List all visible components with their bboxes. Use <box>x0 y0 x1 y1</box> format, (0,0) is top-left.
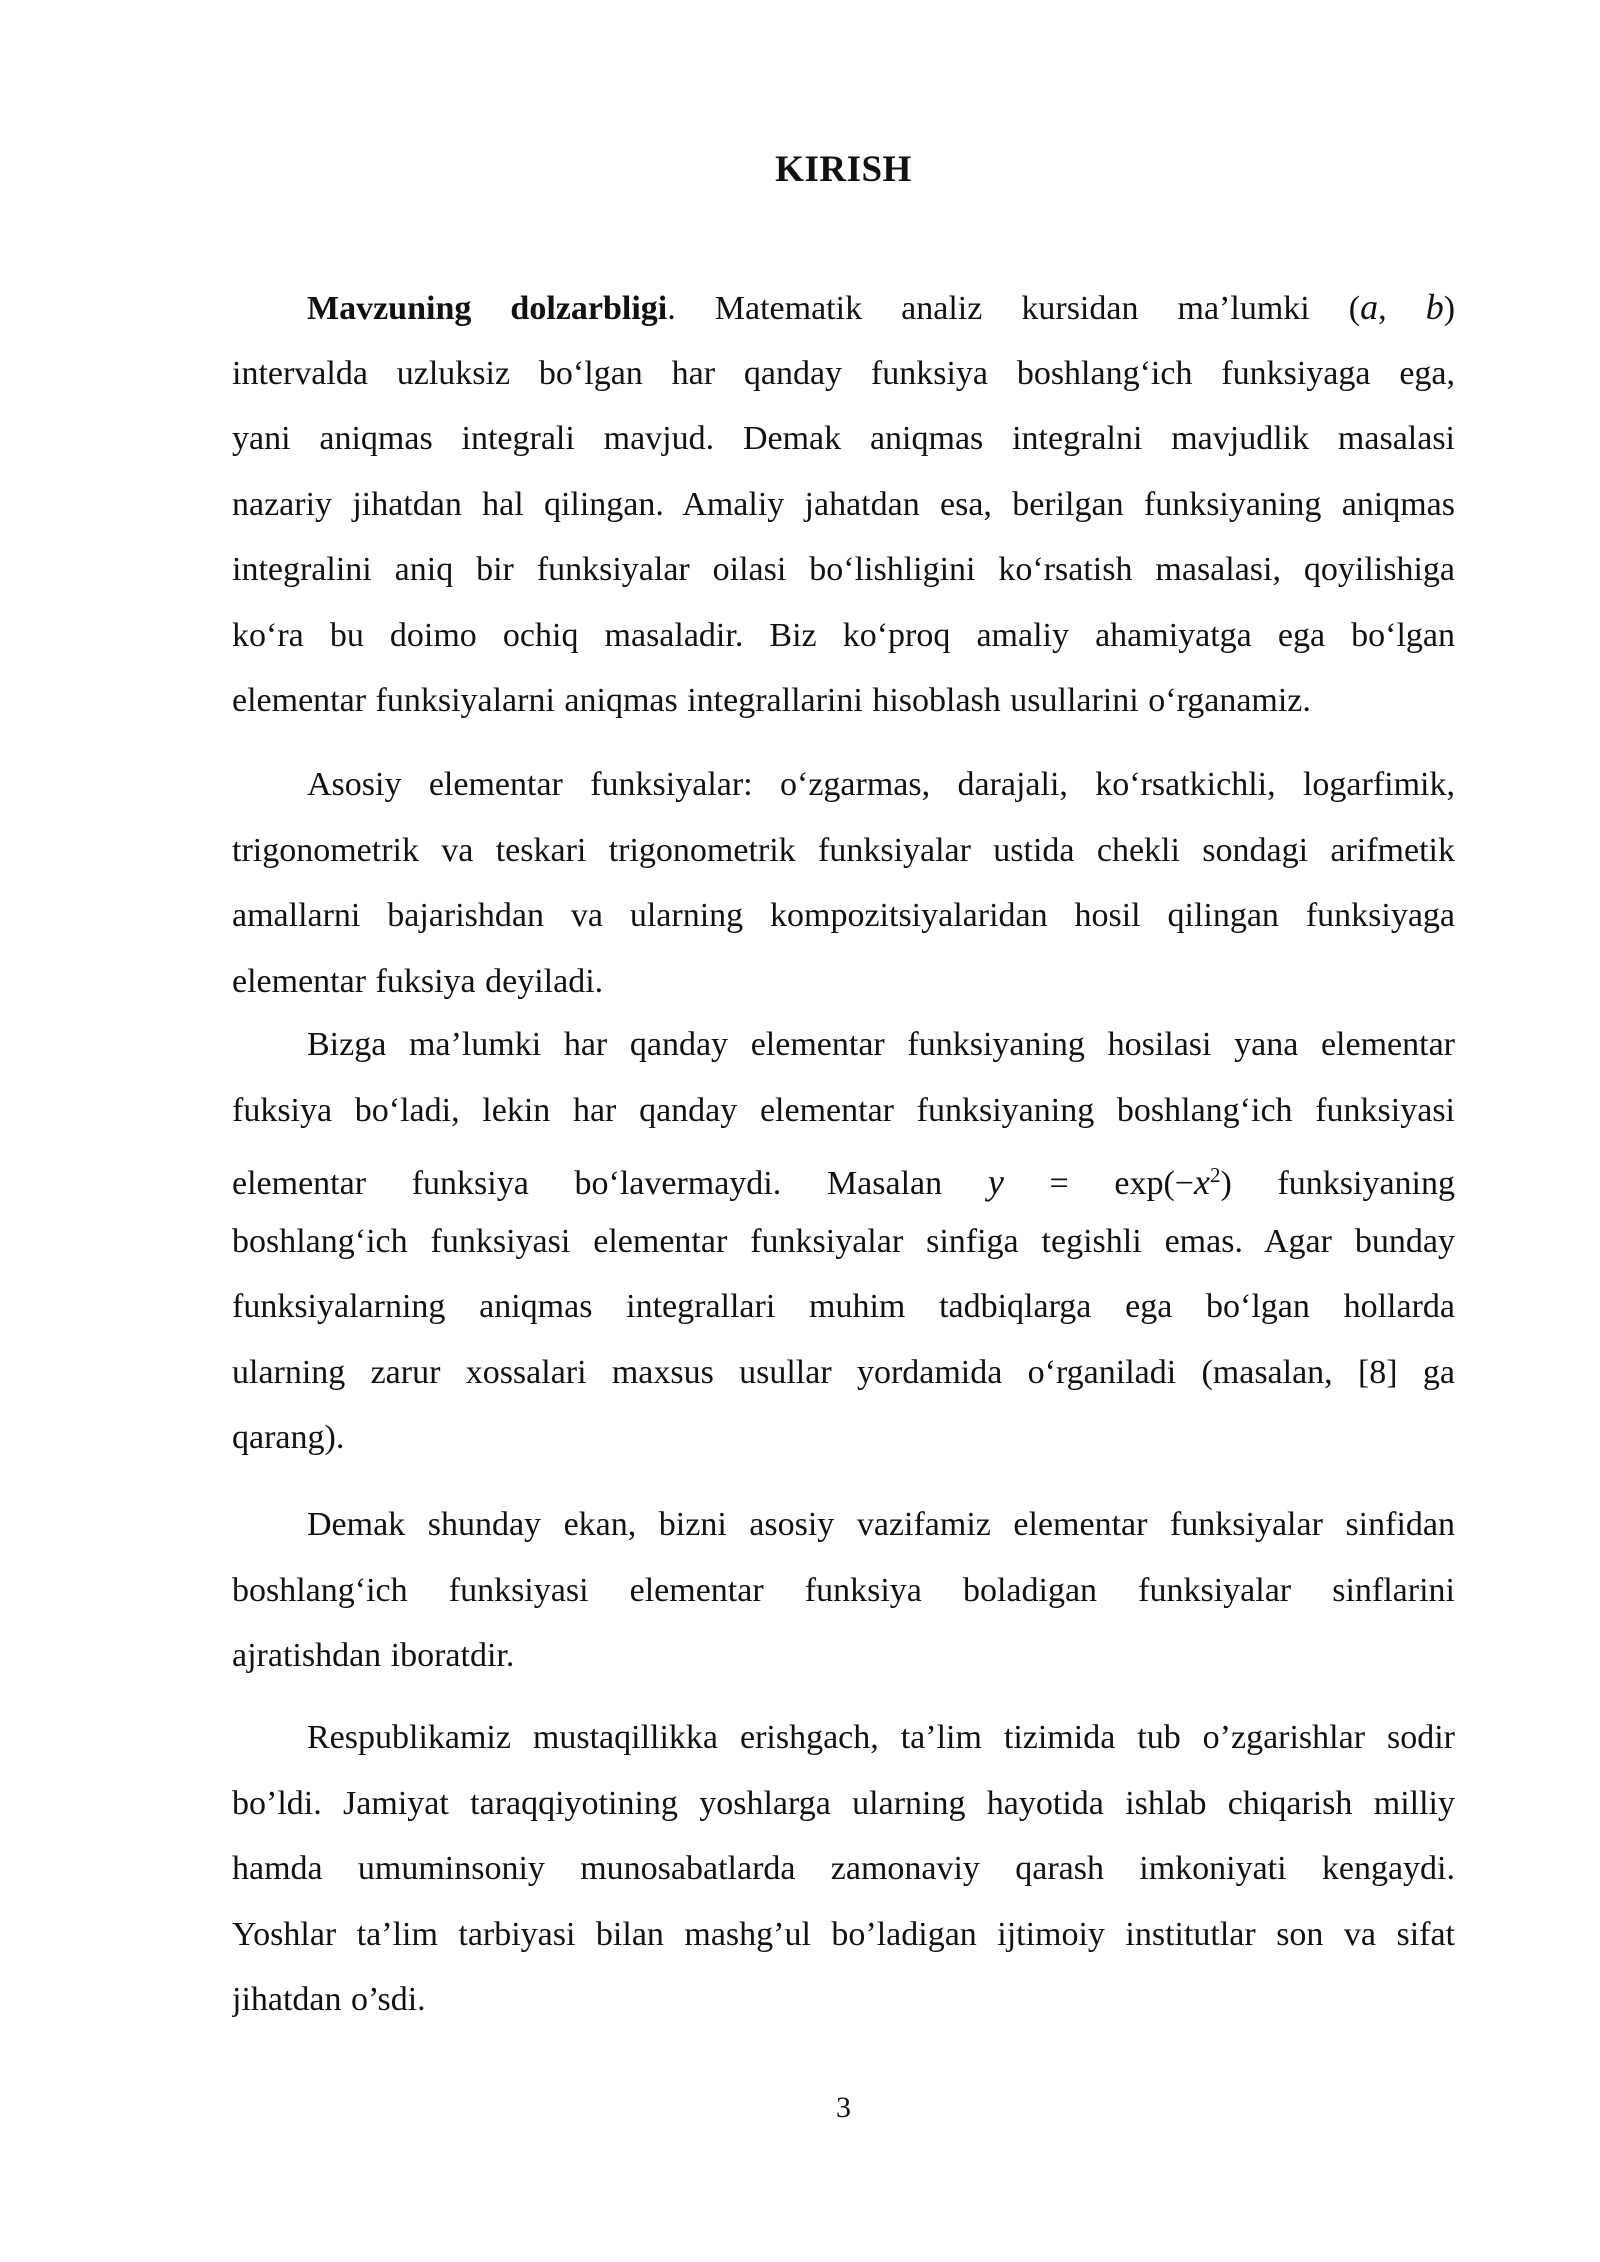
text-line <box>232 1209 1455 1275</box>
body-text: qarang). <box>232 1419 345 1456</box>
body-text: amallarni bajarishdan va ularning kompozitsiyalaridan hosil qilingan funksiyaga <box>232 897 1455 934</box>
body-text: fuksiya bo‘ladi, lekin har qanday elementar funksiyaning boshlang‘ich funksiyasi <box>232 1091 1455 1129</box>
text-line <box>232 1012 1455 1078</box>
text-line <box>232 1902 1455 1968</box>
superscript: 2 <box>1209 1163 1221 1187</box>
text-line <box>232 668 1455 734</box>
body-text: ) <box>1443 290 1455 327</box>
text-line <box>232 1340 1455 1406</box>
text-line <box>232 752 1455 818</box>
body-text: elementar fuksiya deyiladi. <box>232 962 604 1000</box>
paragraph <box>232 1705 1455 2033</box>
body-text: integralini aniq bir funksiyalar oilasi bo‘lishligini ko‘rsatish masalasi, qoyilishiga <box>232 551 1455 588</box>
math-symbol: a <box>1360 287 1379 327</box>
body-text: Yoshlar ta’lim tarbiyasi bilan mashg’ul bo’ladigan ijtimoiy institutlar son va sifat <box>232 1915 1455 1953</box>
text-line <box>232 1771 1455 1837</box>
bold-text: Mavzuning dolzarbligi <box>307 290 668 327</box>
text-line <box>232 603 1455 669</box>
page-title: KIRISH <box>775 149 912 190</box>
text-line <box>232 472 1455 538</box>
body-text: = exp(− <box>1003 1165 1194 1202</box>
body-text: hamda umuminsoniy munosabatlarda zamonaviy qarash imkoniyati kengaydi. <box>232 1850 1455 1887</box>
body-text: ) funksiyaning <box>1220 1165 1455 1202</box>
text-line <box>232 1492 1455 1558</box>
body-text: jihatdan o’sdi. <box>232 1981 426 2018</box>
body-text: ko‘ra bu doimo ochiq masaladir. Biz ko‘proq amaliy ahamiyatga ega bo‘lgan <box>232 616 1455 654</box>
text-line <box>232 1078 1455 1144</box>
paragraph <box>232 752 1455 1014</box>
body-text: Asosiy elementar funksiyalar: o‘zgarmas, darajali, ko‘rsatkichli, logarfimik, <box>307 766 1455 803</box>
text-line <box>232 1274 1455 1340</box>
body-text: , <box>1378 290 1426 327</box>
text-line <box>232 275 1455 341</box>
body-text: bo’ldi. Jamiyat taraqqiyotining yoshlarga ularning hayotida ishlab chiqarish milliy <box>232 1784 1455 1822</box>
text-line <box>232 1405 1455 1471</box>
text-line <box>232 1558 1455 1624</box>
body-text: elementar funksiyalarni aniqmas integrallarini hisoblash usullarini o‘rganamiz. <box>232 682 1311 719</box>
body-text: intervalda uzluksiz bo‘lgan har qanday funksiya boshlang‘ich funksiyaga ega, <box>232 354 1455 392</box>
math-symbol: y <box>987 1162 1004 1202</box>
body-text: Demak shunday ekan, bizni asosiy vazifamiz elementar funksiyalar sinfidan <box>307 1506 1455 1543</box>
text-line <box>232 1623 1455 1689</box>
text-line <box>232 341 1455 407</box>
paragraph <box>232 1012 1455 1471</box>
body-text: . Matematik analiz kursidan ma’lumki ( <box>667 290 1361 327</box>
text-line <box>232 1967 1455 2033</box>
body-text: boshlang‘ich funksiyasi elementar funksiyalar sinfiga tegishli emas. Agar bunday <box>232 1222 1455 1260</box>
text-line <box>232 883 1455 949</box>
text-line <box>232 1705 1455 1771</box>
math-symbol: x <box>1193 1162 1210 1202</box>
page-number: 3 <box>836 2091 851 2124</box>
text-line <box>232 1836 1455 1902</box>
text-line <box>232 1143 1455 1209</box>
body-text: funksiyalarning aniqmas integrallari muhim tadbiqlarga ega bo‘lgan hollarda <box>232 1288 1455 1325</box>
body-text: trigonometrik va teskari trigonometrik funksiyalar ustida chekli sondagi arifmetik <box>232 831 1455 869</box>
paragraph <box>232 275 1455 734</box>
text-line <box>232 406 1455 472</box>
body-text: Respublikamiz mustaqillikka erishgach, ta’lim tizimida tub o’zgarishlar sodir <box>307 1719 1455 1756</box>
body-text: elementar funksiya bo‘lavermaydi. Masalan <box>232 1165 988 1202</box>
body-text: ularning zarur xossalari maxsus usullar yordamida o‘rganiladi (masalan, [8] ga <box>232 1353 1455 1391</box>
body-text: yani aniqmas integrali mavjud. Demak aniqmas integralni mavjudlik masalasi <box>232 420 1455 457</box>
text-line <box>232 818 1455 884</box>
body-text: Bizga ma’lumki har qanday elementar funksiyaning hosilasi yana elementar <box>307 1026 1455 1063</box>
body-text: boshlang‘ich funksiyasi elementar funksiya boladigan funksiyalar sinflarini <box>232 1571 1455 1609</box>
text-line <box>232 537 1455 603</box>
paragraph <box>232 1492 1455 1689</box>
text-line <box>232 949 1455 1015</box>
body-text: nazariy jihatdan hal qilingan. Amaliy jahatdan esa, berilgan funksiyaning aniqmas <box>232 485 1455 523</box>
body-text: ajratishdan iboratdir. <box>232 1637 515 1674</box>
math-symbol: b <box>1425 287 1444 327</box>
